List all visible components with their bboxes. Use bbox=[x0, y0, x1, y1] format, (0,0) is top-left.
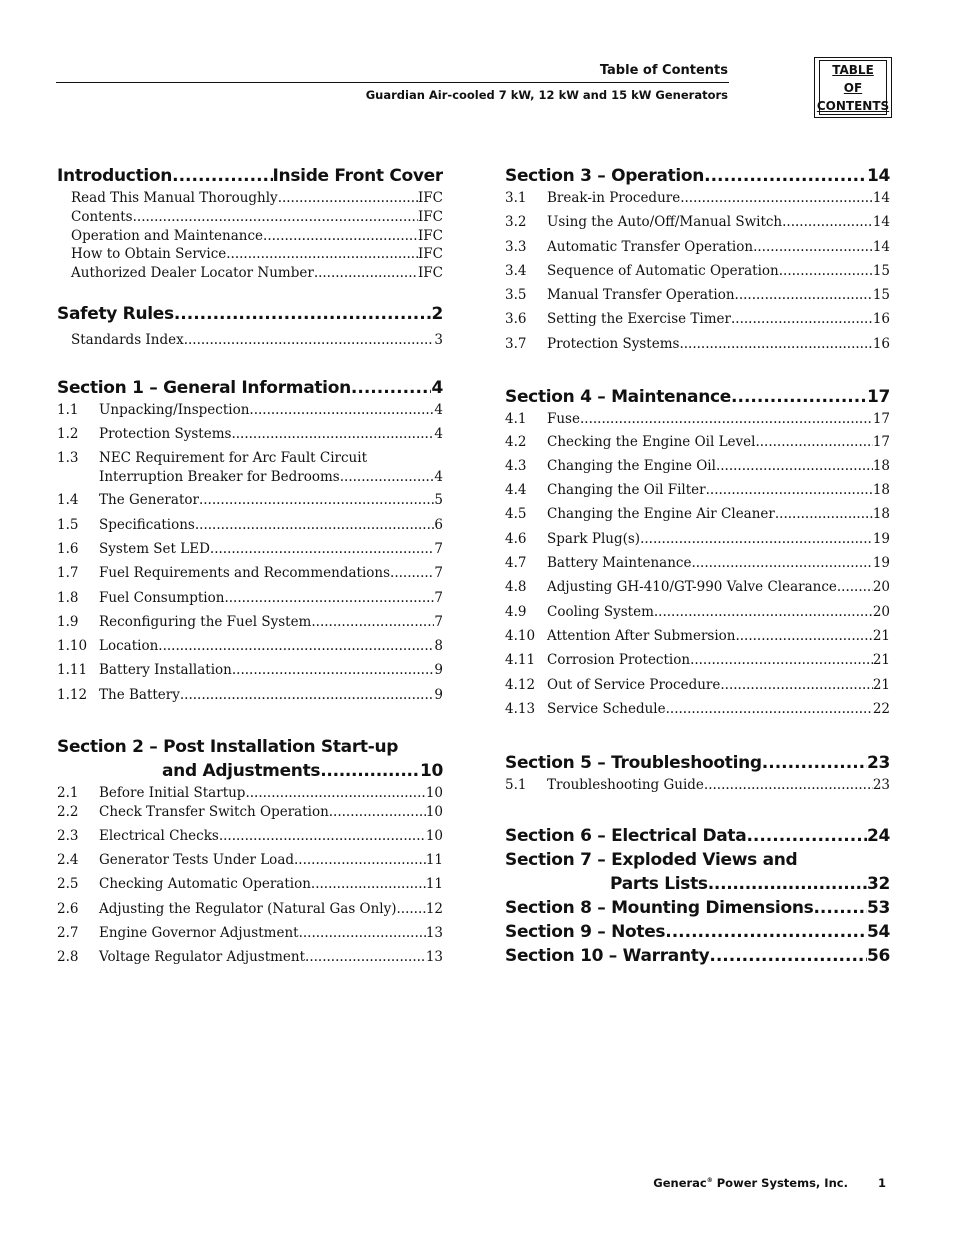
toc-heading-safety-rules[interactable]: Safety Rules ..... 2 bbox=[57, 304, 443, 328]
toc-heading-section-5[interactable]: Section 5 – Troubleshooting ..... 23 bbox=[505, 753, 890, 777]
toc-entry[interactable]: 2.2 Check Transfer Switch Operation ..... 10 bbox=[57, 804, 443, 828]
toc-entry[interactable]: 1.8 Fuel Consumption ..... 7 bbox=[57, 590, 443, 614]
toc-right-column bbox=[505, 166, 890, 970]
toc-heading-section-2[interactable]: Section 2 – Post Installation Start-up bbox=[57, 737, 399, 758]
toc-heading-section-7[interactable]: Section 7 – Exploded Views and bbox=[505, 849, 798, 870]
toc-entry[interactable]: 4.4 Changing the Oil Filter ..... 18 bbox=[505, 482, 890, 506]
toc-entry[interactable]: 1.5 Specifications ..... 6 bbox=[57, 517, 443, 541]
toc-entry[interactable]: 1.9 Reconfiguring the Fuel System ..... 7 bbox=[57, 614, 443, 638]
header-rule bbox=[56, 82, 729, 83]
toc-entry[interactable]: 1.2 Protection Systems ..... 4 bbox=[57, 426, 443, 450]
page-number: 1 bbox=[877, 1176, 886, 1190]
toc-entry[interactable]: 2.8 Voltage Regulator Adjustment ..... 13 bbox=[57, 949, 443, 973]
toc-entry[interactable]: Read This Manual Thoroughly ..... IFC bbox=[57, 190, 443, 209]
toc-entry[interactable]: 2.3 Electrical Checks ..... 10 bbox=[57, 828, 443, 852]
toc-entry[interactable]: 4.13 Service Schedule ..... 22 bbox=[505, 701, 890, 725]
toc-heading-section-1[interactable]: Section 1 – General Information ..... 4 bbox=[57, 378, 443, 402]
tab-line-1: TABLE bbox=[832, 62, 874, 77]
toc-entry[interactable]: 4.7 Battery Maintenance ..... 19 bbox=[505, 555, 890, 579]
toc-entry[interactable]: 2.6 Adjusting the Regulator (Natural Gas Only) ..... 12 bbox=[57, 901, 443, 925]
toc-entry[interactable]: 4.12 Out of Service Procedure ..... 21 bbox=[505, 677, 890, 701]
toc-entry[interactable]: 4.2 Checking the Engine Oil Level ..... 17 bbox=[505, 434, 890, 458]
toc-entry[interactable]: 2.5 Checking Automatic Operation ..... 11 bbox=[57, 876, 443, 900]
toc-entry-continued[interactable]: Interruption Breaker for Bedrooms ..... 4 bbox=[57, 469, 443, 489]
toc-entry[interactable]: 3.1 Break-in Procedure ..... 14 bbox=[505, 190, 890, 214]
toc-entry[interactable]: 1.6 System Set LED ..... 7 bbox=[57, 541, 443, 565]
toc-entry[interactable]: 4.6 Spark Plug(s) ..... 19 bbox=[505, 531, 890, 555]
toc-entry[interactable]: 3.2 Using the Auto/Off/Manual Switch ..... 14 bbox=[505, 214, 890, 238]
footer-company: Generac bbox=[653, 1176, 707, 1190]
toc-heading-section-7-continued[interactable]: Parts Lists ..... 32 bbox=[505, 874, 890, 898]
toc-heading-section-10[interactable]: Section 10 – Warranty ..... 56 bbox=[505, 946, 890, 970]
tab-line-2: OF bbox=[843, 80, 863, 95]
toc-entry[interactable]: Standards Index ..... 3 bbox=[57, 332, 443, 351]
footer-company-rest: Power Systems, Inc. bbox=[712, 1176, 848, 1190]
toc-entry[interactable]: 4.8 Adjusting GH-410/GT-990 Valve Clearance ..... 20 bbox=[505, 579, 890, 603]
toc-heading-section-9[interactable]: Section 9 – Notes ..... 54 bbox=[505, 922, 890, 946]
toc-heading-introduction[interactable]: Introduction ..... Inside Front Cover bbox=[57, 166, 443, 190]
toc-heading-section-3[interactable]: Section 3 – Operation ..... 14 bbox=[505, 166, 890, 190]
toc-entry[interactable]: 5.1 Troubleshooting Guide ..... 23 bbox=[505, 777, 890, 796]
toc-entry[interactable]: 2.4 Generator Tests Under Load ..... 11 bbox=[57, 852, 443, 876]
toc-heading-section-2-continued[interactable]: and Adjustments ..... 10 bbox=[57, 761, 443, 785]
toc-entry[interactable]: 1.11 Battery Installation ..... 9 bbox=[57, 662, 443, 686]
header-title: Table of Contents bbox=[599, 63, 728, 78]
page-footer bbox=[653, 1176, 886, 1190]
toc-entry[interactable]: Authorized Dealer Locator Number ..... IFC bbox=[57, 265, 443, 284]
toc-entry[interactable]: 3.4 Sequence of Automatic Operation ..... 15 bbox=[505, 263, 890, 287]
toc-heading-section-4[interactable]: Section 4 – Maintenance ..... 17 bbox=[505, 387, 890, 411]
toc-entry[interactable]: 4.5 Changing the Engine Air Cleaner ..... 18 bbox=[505, 506, 890, 530]
toc-entry[interactable]: 3.7 Protection Systems ..... 16 bbox=[505, 336, 890, 360]
toc-entry[interactable]: Contents ..... IFC bbox=[57, 209, 443, 228]
toc-entry[interactable]: 1.3 NEC Requirement for Arc Fault Circuit bbox=[57, 450, 367, 467]
toc-entry[interactable]: 4.11 Corrosion Protection ..... 21 bbox=[505, 652, 890, 676]
tab-line-3: CONTENTS bbox=[816, 98, 890, 113]
toc-entry[interactable]: 1.7 Fuel Requirements and Recommendations ..... 7 bbox=[57, 565, 443, 589]
toc-entry[interactable]: 4.10 Attention After Submersion ..... 21 bbox=[505, 628, 890, 652]
toc-entry[interactable]: 3.5 Manual Transfer Operation ..... 15 bbox=[505, 287, 890, 311]
toc-entry[interactable]: 1.1 Unpacking/Inspection ..... 4 bbox=[57, 402, 443, 426]
toc-entry[interactable]: 1.4 The Generator ..... 5 bbox=[57, 492, 443, 516]
table-of-contents-tab bbox=[814, 57, 892, 118]
toc-heading-section-8[interactable]: Section 8 – Mounting Dimensions ..... 53 bbox=[505, 898, 890, 922]
toc-entry[interactable]: How to Obtain Service ..... IFC bbox=[57, 246, 443, 265]
registered-mark: ® bbox=[706, 1177, 713, 1184]
toc-entry[interactable]: 2.1 Before Initial Startup ..... 10 bbox=[57, 785, 443, 804]
toc-heading-section-6[interactable]: Section 6 – Electrical Data ..... 24 bbox=[505, 826, 890, 850]
header-subtitle: Guardian Air-cooled 7 kW, 12 kW and 15 kW Generators bbox=[365, 88, 728, 102]
toc-entry[interactable]: Operation and Maintenance ..... IFC bbox=[57, 228, 443, 247]
toc-entry[interactable]: 4.9 Cooling System ..... 20 bbox=[505, 604, 890, 628]
toc-entry[interactable]: 2.7 Engine Governor Adjustment ..... 13 bbox=[57, 925, 443, 949]
toc-entry[interactable]: 4.1 Fuse ..... 17 bbox=[505, 411, 890, 430]
toc-entry[interactable]: 3.3 Automatic Transfer Operation ..... 14 bbox=[505, 239, 890, 263]
toc-entry[interactable]: 3.6 Setting the Exercise Timer ..... 16 bbox=[505, 311, 890, 335]
toc-entry[interactable]: 1.12 The Battery ..... 9 bbox=[57, 687, 443, 711]
toc-entry[interactable]: 1.10 Location ..... 8 bbox=[57, 638, 443, 662]
toc-left-column bbox=[57, 166, 443, 974]
toc-entry[interactable]: 4.3 Changing the Engine Oil ..... 18 bbox=[505, 458, 890, 482]
